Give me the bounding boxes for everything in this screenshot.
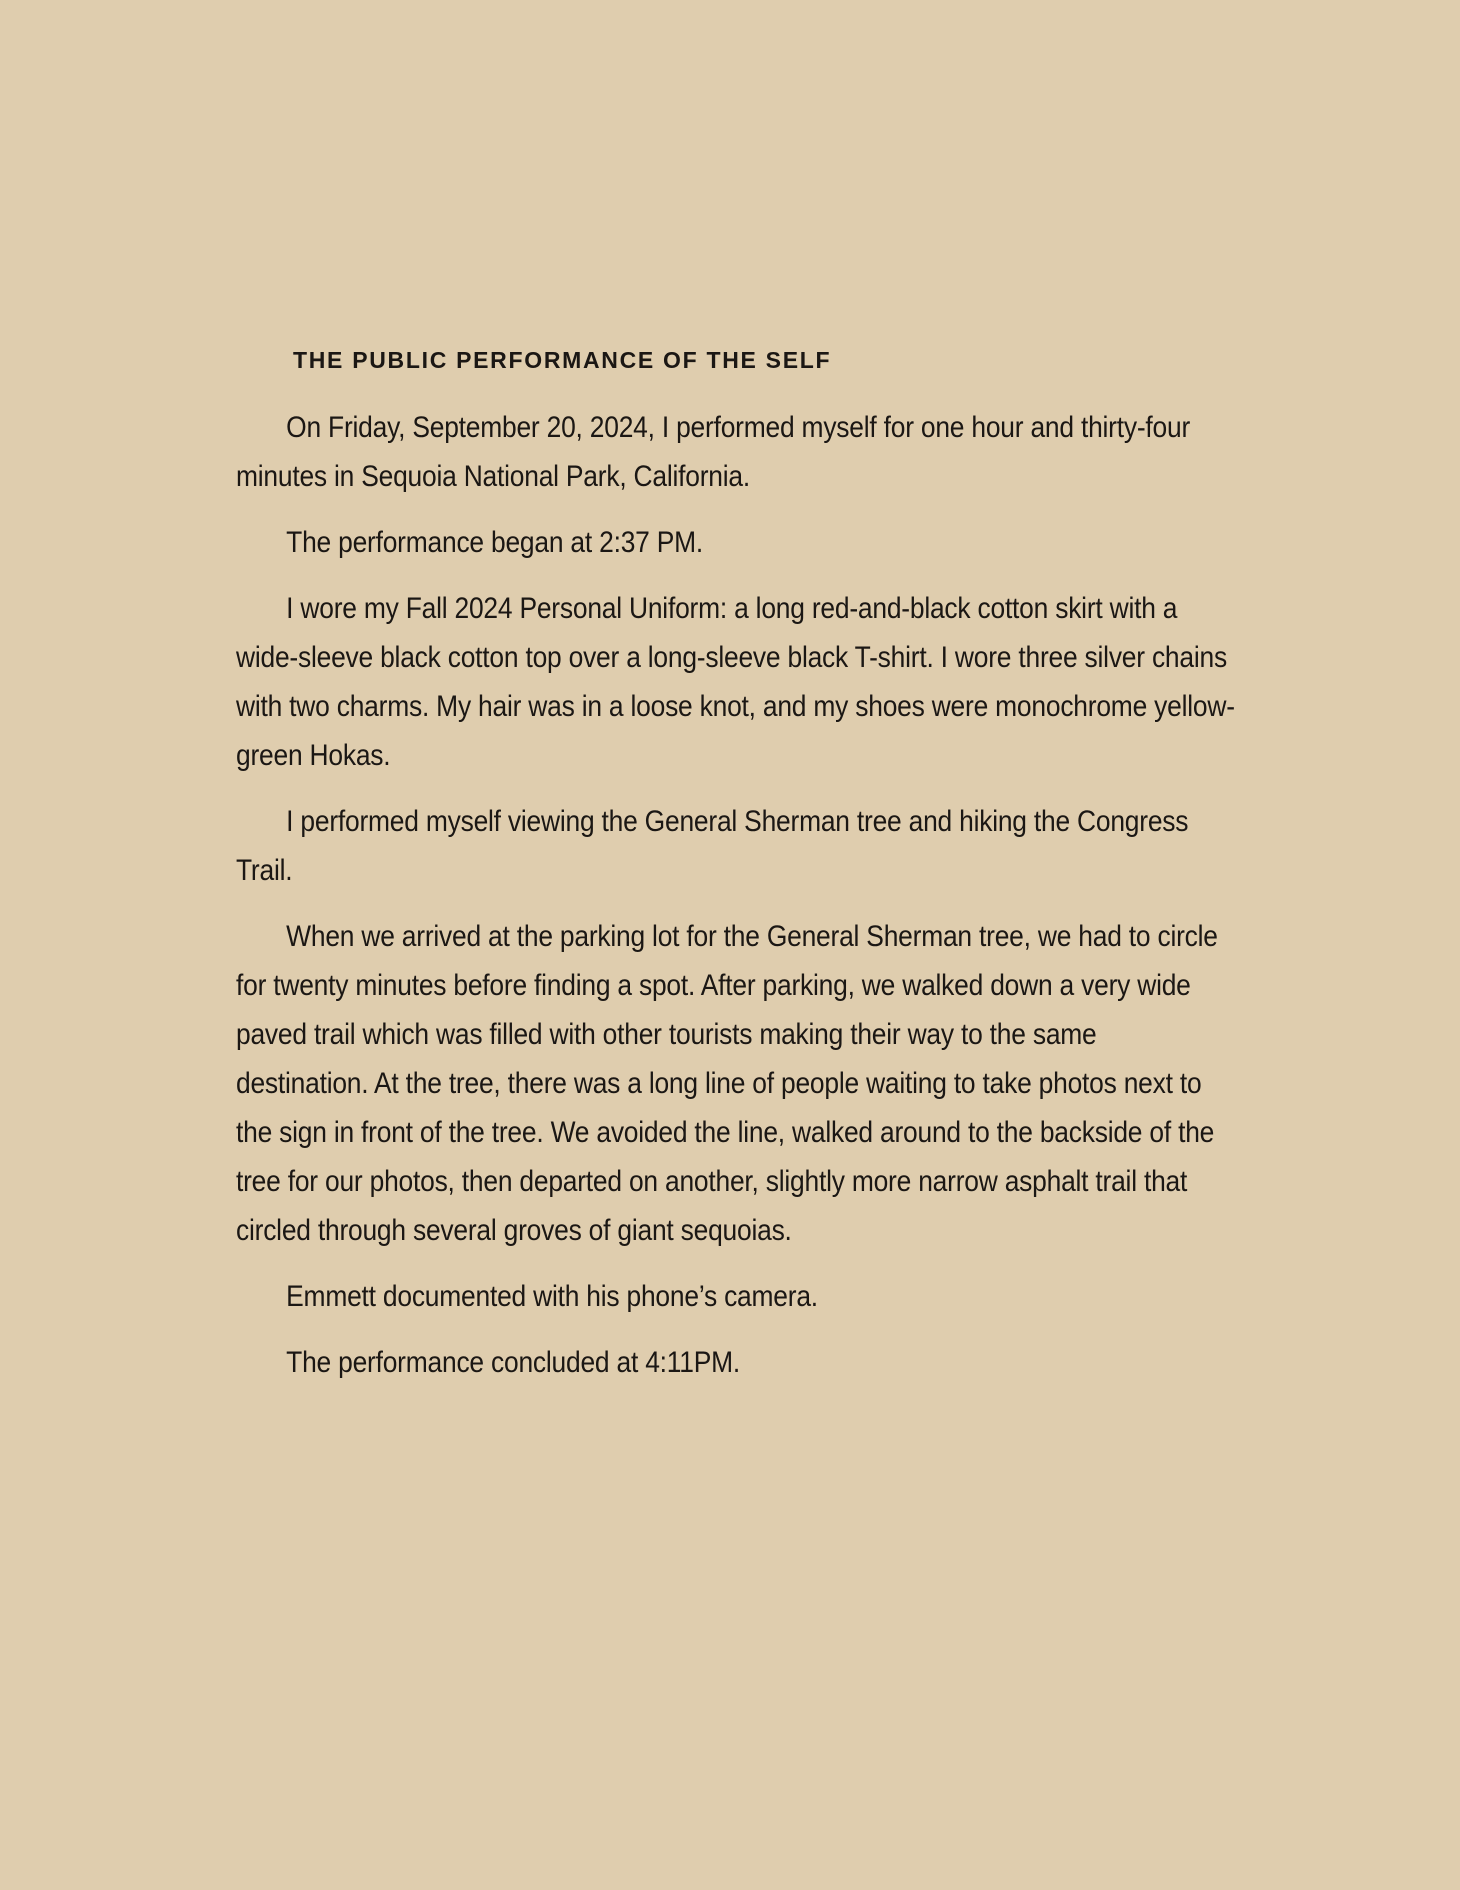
paragraph-documentation: Emmett documented with his phone’s camera.: [286, 1280, 818, 1313]
paragraph-end-time: The performance concluded at 4:11PM.: [286, 1346, 741, 1379]
paragraph-date-and-place: On Friday, September 20, 2024, I performed myself for one hour and thirty-four minutes in Sequoia National Park, California.: [236, 411, 1191, 493]
essay-title: THE PUBLIC PERFORMANCE OF THE SELF: [293, 347, 832, 373]
essay-section: [236, 344, 1236, 1404]
paragraph-uniform: I wore my Fall 2024 Personal Uniform: a long red-and-black cotton skirt with a wide-sleeve black cotton top over a long-sleeve black T-shirt. I wore three silver chains with two charms. My hair was in a loose knot, and my shoes were monochrome yellow-green Hokas.: [236, 592, 1235, 772]
paragraph-trail-description: When we arrived at the parking lot for the General Sherman tree, we had to circle for twenty minutes before finding a spot. After parking, we walked down a very wide paved trail which was filled with other tourists making their way to the same destination. At the tree, there was a long line of people waiting to take photos next to the sign in front of the tree. We avoided the line, walked around to the backside of the tree for our photos, then departed on another, slightly more narrow asphalt trail that circled through several groves of giant sequoias.: [236, 920, 1218, 1247]
paragraph-activities: I performed myself viewing the General Sherman tree and hiking the Congress Trail.: [236, 805, 1189, 887]
paragraph-start-time: The performance began at 2:37 PM.: [286, 526, 704, 559]
